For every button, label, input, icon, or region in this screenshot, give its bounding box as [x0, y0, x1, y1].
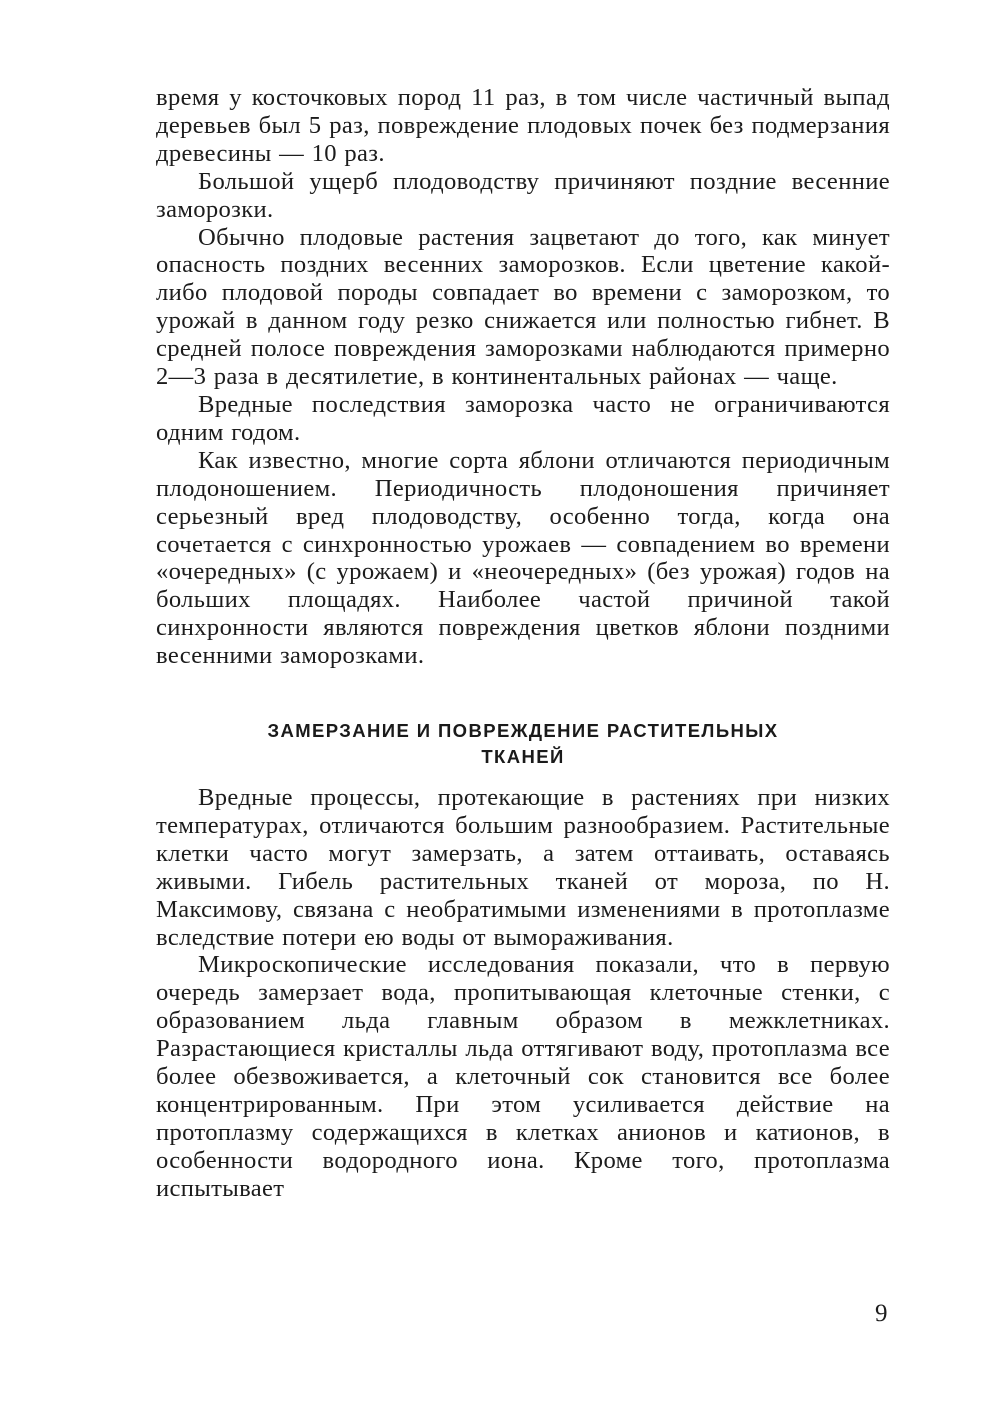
- paragraph-continuation: время у косточковых пород 11 раз, в том числе частичный выпад деревьев был 5 раз, повреждение плодовых почек без подмерзания древесины — 10 раз.: [156, 84, 890, 167]
- page-body: [156, 84, 890, 1203]
- section-heading-line-1: ЗАМЕРЗАНИЕ И ПОВРЕЖДЕНИЕ РАСТИТЕЛЬНЫХ: [267, 720, 779, 742]
- page-number: 9: [875, 1300, 888, 1327]
- paragraph-late-frosts: Большой ущерб плодоводству причиняют поздние весенние заморозки.: [156, 167, 890, 223]
- paragraph-flowering-frost: Обычно плодовые растения зацветают до того, как минует опасность поздних весенних заморозков. Если цветение какой-либо плодовой породы совпадает во времени с заморозком, то урожай в данном году резко снижается или полностью гибнет. В средней полосе повреждения заморозками наблюдаются примерно 2—3 раза в десятилетие, в континентальных районах — чаще.: [156, 223, 890, 391]
- heading-spacer: [156, 770, 890, 784]
- paragraph-periodic-fruiting: Как известно, многие сорта яблони отличаются периодичным плодоношением. Периодичность плодоношения причиняет серьезный вред плодоводству, особенно тогда, когда она сочетается с синхронностью урожаев — совпадением во времени «очередных» (с урожаем) и «неочередных» (без урожая) годов на больших площадях. Наиболее частой причиной такой синхронности являются повреждения цветков яблони поздними весенними заморозками.: [156, 446, 890, 670]
- paragraph-microscopic-studies: Микроскопические исследования показали, что в первую очередь замерзает вода, пропитывающая клеточные стенки, с образованием льда главным образом в межклетниках. Разрастающиеся кристаллы льда оттягивают воду, протоплазма все более обезвоживается, а клеточный сок становится все более концентрированным. При этом усиливается действие на протоплазму содержащихся в клетках анионов и катионов, в особенности водородного иона. Кроме того, протоплазма испытывает: [156, 951, 890, 1202]
- section-heading: [156, 718, 890, 770]
- section-heading-line-2: ТКАНЕЙ: [481, 746, 565, 768]
- paragraph-frost-consequences: Вредные последствия заморозка часто не ограничиваются одним годом.: [156, 390, 890, 446]
- section-spacer: [156, 670, 890, 718]
- paragraph-harmful-processes: Вредные процессы, протекающие в растениях при низких температурах, отличаются большим разнообразием. Растительные клетки часто могут замерзать, а затем оттаивать, оставаясь живыми. Гибель растительных тканей от мороза, по Н. Максимову, связана с необратимыми изменениями в протоплазме вследствие потери ею воды от вымораживания.: [156, 784, 890, 951]
